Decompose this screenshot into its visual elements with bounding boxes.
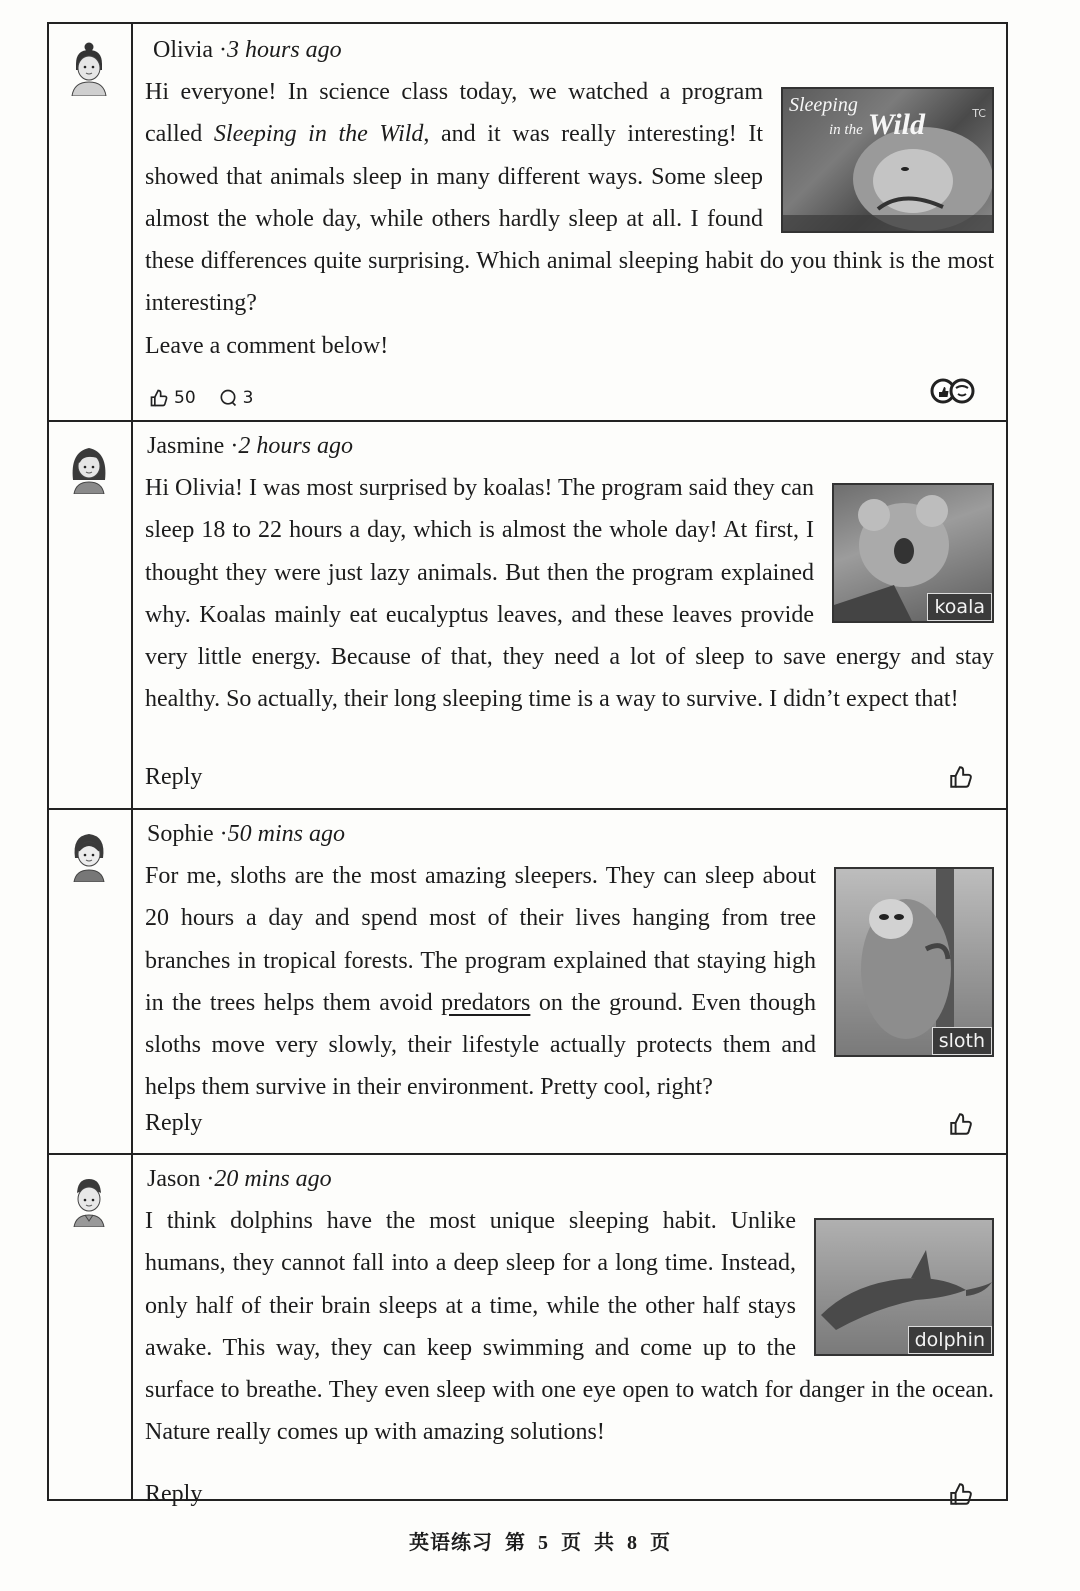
underlined-word: predators <box>441 989 531 1016</box>
comment-count: 3 <box>242 388 254 408</box>
thumbs-up-icon[interactable] <box>948 1481 974 1507</box>
avatar-girl-bun-icon <box>68 42 110 96</box>
post-header: Jasmine ·2 hours ago <box>147 433 354 459</box>
post-body: dolphin I think dolphins have the most unique sleeping habit. Unlike humans, they cannot fall into a deep sleep for a long time. Instead, only half of their brain sleeps at a time, while the other half stays awake. This way, they can keep swimming and come up to the surface to breathe. They even sleep with one eye open to watch for danger in the ocean. Nature really comes up with amazing solutions! <box>145 1208 994 1446</box>
reactions-icon[interactable] <box>930 378 976 404</box>
comment-button[interactable] <box>218 388 254 408</box>
image-caption: dolphin <box>908 1326 992 1354</box>
post-body: Sleeping in the Wild TC Hi everyone! In science class today, we watched a program called Sleeping in the Wild, and it was really interesting! It showed that animals sleep in many different ways. Some sleep almost the whole day, while others hardly sleep at all. I found these differences quite surprising. Which animal sleeping habit do you think is the most interesting? Leave a comment below! <box>145 71 994 367</box>
post-time: 50 mins ago <box>227 821 346 847</box>
post-body: sloth For me, sloths are the most amazing sleepers. They can sleep about 20 hours a day and spend most of their lives hanging from tree branches in tropical forests. The program explained that staying high in the trees helps them avoid predators on the ground. Even though sloths move very slowly, their lifestyle actually protects them and helps them survive in their environment. Pretty cool, right? <box>145 855 994 1109</box>
post-content <box>145 1153 994 1507</box>
avatar-column <box>49 1153 133 1501</box>
dolphin-image <box>814 1218 994 1356</box>
post-stats <box>149 388 275 408</box>
reply-button[interactable]: Reply <box>145 764 203 790</box>
post-sophie <box>49 808 1006 1155</box>
call-to-action: Leave a comment below! <box>145 332 389 359</box>
post-time: 2 hours ago <box>238 433 354 459</box>
post-time: 20 mins ago <box>214 1166 332 1192</box>
post-jasmine <box>49 420 1006 810</box>
post-content <box>145 24 994 420</box>
like-count: 50 <box>174 388 196 408</box>
thumbs-up-icon[interactable] <box>948 1111 974 1137</box>
program-image <box>781 87 994 233</box>
avatar-column <box>49 808 133 1153</box>
sloth-image <box>834 867 994 1057</box>
post-jason <box>49 1153 1006 1507</box>
program-title: Sleeping in the Wild <box>213 121 424 148</box>
comment-bubble-icon <box>218 388 238 408</box>
thumbs-up-icon <box>149 388 169 408</box>
post-time: 3 hours ago <box>227 37 342 63</box>
author-name: Olivia <box>153 37 213 63</box>
page-footer: 英语练习 第 5 页 共 8 页 <box>409 1532 671 1554</box>
avatar-girl-icon <box>68 828 110 882</box>
comment-board <box>47 22 1008 1507</box>
avatar-girl-long-hair-icon <box>68 440 110 494</box>
author-name: Jasmine <box>147 433 225 459</box>
avatar-column <box>49 420 133 808</box>
image-title-art: Sleeping in the Wild <box>789 94 925 141</box>
avatar-boy-icon <box>68 1173 110 1227</box>
author-name: Jason <box>147 1166 201 1192</box>
reply-button[interactable]: Reply <box>145 1481 203 1507</box>
post-header: Olivia ·3 hours ago <box>153 37 342 63</box>
post-olivia <box>49 24 1006 422</box>
post-header: Sophie ·50 mins ago <box>147 821 346 847</box>
like-button[interactable] <box>149 388 196 408</box>
post-body: koala Hi Olivia! I was most surprised by koalas! The program said they can sleep 18 to 22 hours a day, which is almost the whole day! At first, I thought they were just lazy animals. But then the program explained why. Koalas mainly eat eucalyptus leaves, and these leaves provide very little energy. Because of that, they need a lot of sleep to save energy and stay healthy. So actually, their long sleeping time is a way to survive. I didn’t expect that! <box>145 475 994 713</box>
image-caption: koala <box>927 593 992 621</box>
image-corner-logo: TC <box>972 107 986 120</box>
author-name: Sophie <box>147 821 214 847</box>
post-header: Jason ·20 mins ago <box>147 1166 332 1192</box>
reply-button[interactable]: Reply <box>145 1110 203 1136</box>
post-content <box>145 420 994 808</box>
post-content <box>145 808 994 1153</box>
koala-image <box>832 483 994 623</box>
thumbs-up-icon[interactable] <box>948 764 974 790</box>
avatar-column <box>49 24 133 420</box>
image-caption: sloth <box>932 1027 992 1055</box>
